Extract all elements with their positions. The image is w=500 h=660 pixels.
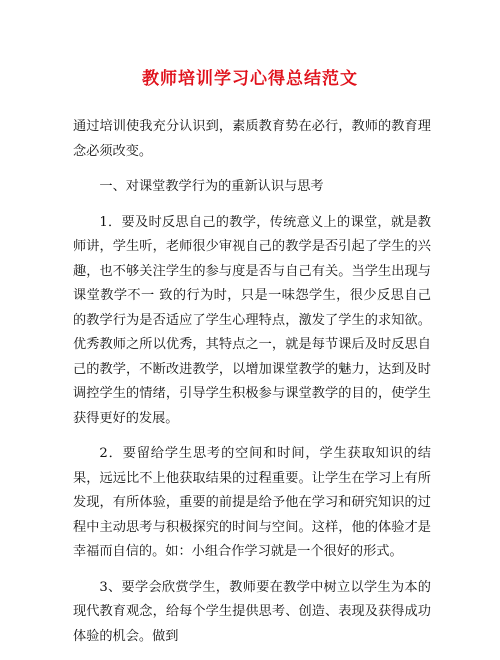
document-title: 教师培训学习心得总结范文 xyxy=(142,69,358,89)
document-body xyxy=(73,115,431,660)
section-heading: 一、对课堂教学行为的重新认识与思考 xyxy=(99,179,324,194)
paragraph-intro: 通过培训使我充分认识到，素质教育势在必行，教师的教育理念必须改变。 xyxy=(73,119,431,159)
paragraph-point-3: 3、要学会欣赏学生，教师要在教学中树立以学生为本的现代教育观念，给每个学生提供思考、创造、表现及获得成功体验的机会。做到 xyxy=(73,579,431,644)
paragraph-point-1: 1．要及时反思自己的教学，传统意义上的课堂，就是教师讲，学生听，老师很少审视自己的教学是否引起了学生的兴趣，也不够关注学生的参与度是否与自己有关。当学生出现与课堂教学不一 致的行为时，只是一味怨学生，很少反思自己的教学行为是否适应了学生心理特点，激发了学生的求知欲。优秀教师之所以优秀，其特点之一，就是每节课后及时反思自己的教学，不断改进教学，以增加课堂教学的魅力，达到及时调控学生的情绪，引导学生积极参与课堂教学的目的，使学生获得更好的发展。 xyxy=(73,214,431,426)
paragraph-point-2: 2．要留给学生思考的空间和时间，学生获取知识的结果，远远比不上他获取结果的过程重要。让学生在学习上有所发现，有所体验，重要的前提是给予他在学习和研究知识的过程中主动思考与积极探究的时间与空间。这样，他的体验才是幸福而自信的。如：小组合作学习就是一个很好的形式。 xyxy=(73,446,431,559)
